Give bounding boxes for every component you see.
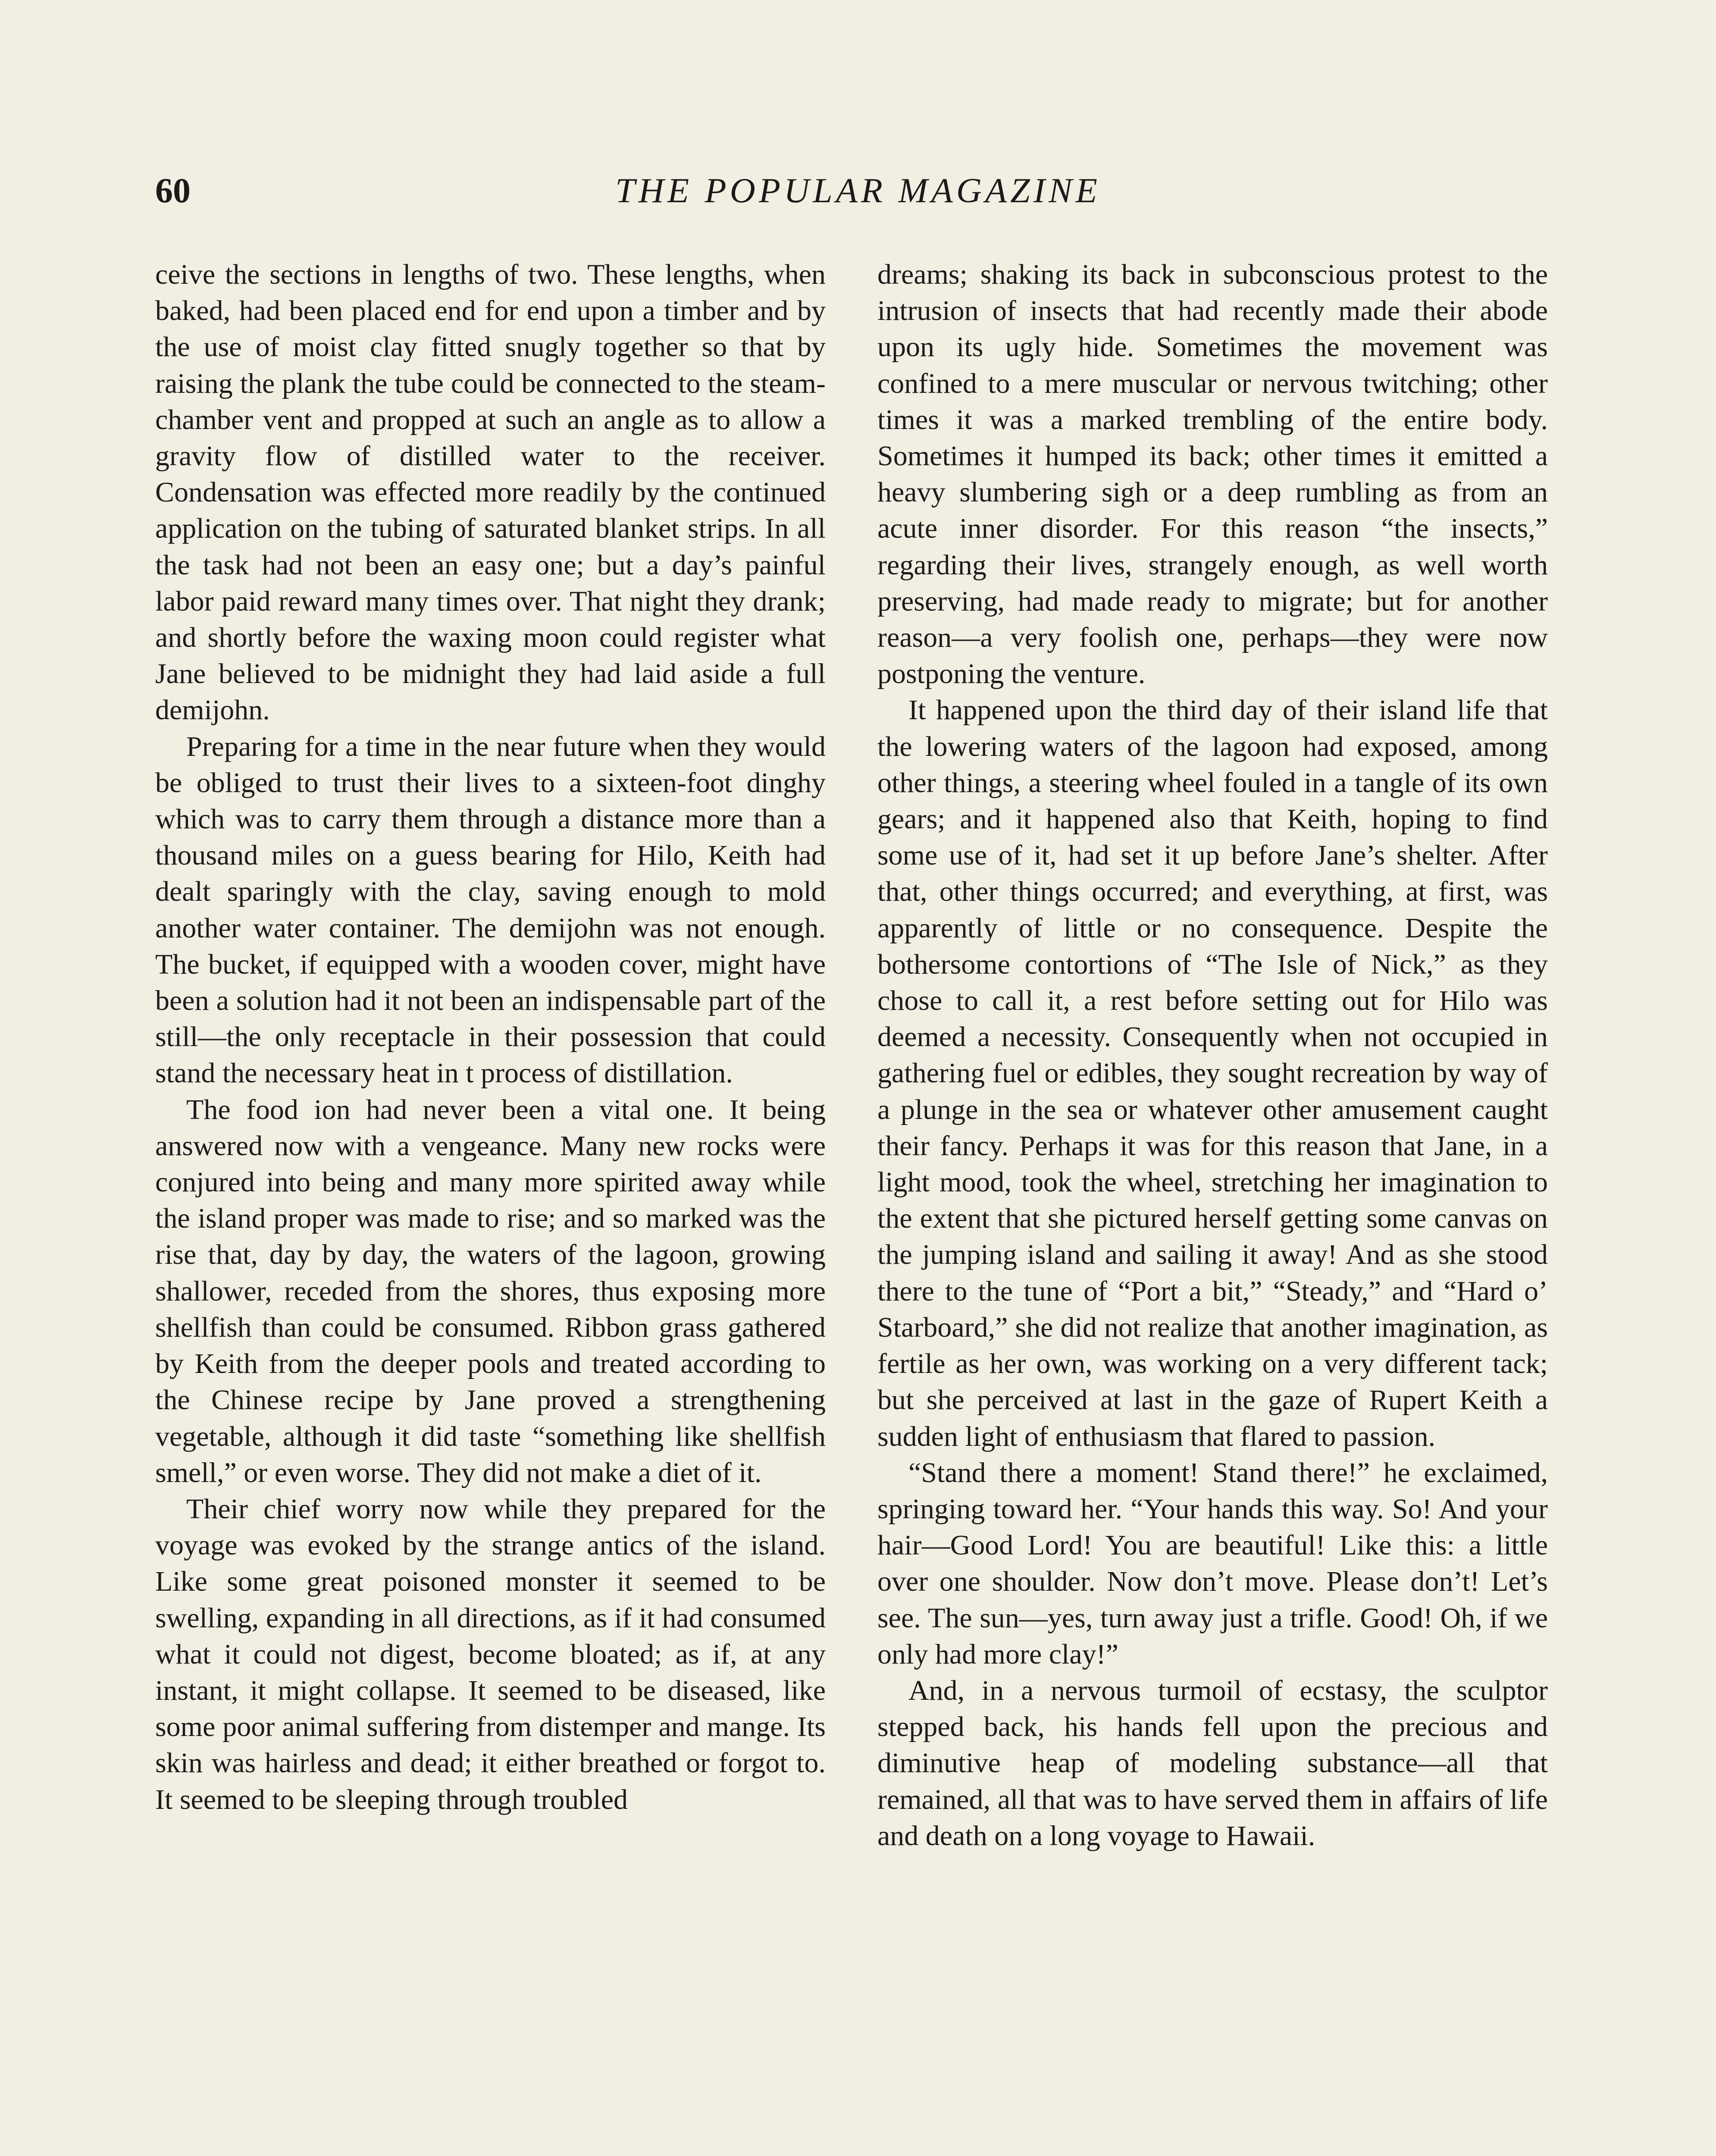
running-head xyxy=(155,170,1561,222)
paragraph: dreams; shaking its back in subconscious protest to the intrusion of insects that had recently made their abode upon its ugly hide. Sometimes the movement was confined to a mere muscular or nervous twitching; other times it was a marked trembling of the entire body. Sometimes it humped its back; other times it emitted a heavy slumbering sigh or a deep rumbling as from an acute inner disorder. For this reason “the insects,” regarding their lives, strangely enough, as well worth preserving, had made ready to migrate; but for another reason—a very foolish one, perhaps—they were now postponing the venture. xyxy=(877,259,1548,690)
paragraph: “Stand there a moment! Stand there!” he exclaimed, springing toward her. “Your hands this way. So! And your hair—Good Lord! You are beautiful! Like this: a little over one shoulder. Now don’t move. Please don’t! Let’s see. The sun—yes, turn away just a trifle. Good! Oh, if we only had more clay!” xyxy=(877,1457,1548,1670)
paragraph: It happened upon the third day of their island life that the lowering waters of the lagoon had exposed, among other things, a steering wheel fouled in a tangle of its own gears; and it happened also that Keith, hoping to find some use of it, had set it up before Jane’s shelter. After that, other things occurred; and everything, at first, was apparently of little or no consequence. Despite the bothersome contortions of “The Isle of Nick,” as they chose to call it, a rest before setting out for Hilo was deemed a necessity. Consequently when not occupied in gathering fuel or edibles, they sought recreation by way of a plunge in the sea or whatever other amusement caught their fancy. Perhaps it was for this reason that Jane, in a light mood, took the wheel, stretching her imagination to the extent that she pictured herself getting some canvas on the jumping island and sailing it away! And as she stood there to the tune of “Port a bit,” “Steady,” and “Hard o’ Starboard,” she did not realize that another imagination, as fertile as her own, was working on a very different tack; but she perceived at last in the gaze of Rupert Keith a sudden light of enthusiasm that flared to passion. xyxy=(877,694,1548,1452)
page-number: 60 xyxy=(155,171,191,210)
paragraph: Their chief worry now while they prepared for the voyage was evoked by the strange antics of the island. Like some great poisoned monster it seemed to be swelling, expanding in all directions, as if it had consumed what it could not digest, become bloated; as if, at any instant, it might collapse. It seemed to be diseased, like some poor animal suffering from distemper and mange. Its skin was hairless and dead; it either breathed or forgot to. It seemed to be sleeping through troubled xyxy=(155,1493,826,1815)
paragraph: The food ion had never been a vital one. It being answered now with a vengeance. Many new rocks were conjured into being and many more spirited away while the island proper was made to rise; and so marked was the rise that, day by day, the waters of the lagoon, growing shallower, receded from the shores, thus exposing more shellfish than could be consumed. Ribbon grass gathered by Keith from the deeper pools and treated according to the Chinese recipe by Jane proved a strengthening vegetable, although it did taste “something like shellfish smell,” or even worse. They did not make a diet of it. xyxy=(155,1094,826,1489)
magazine-title: THE POPULAR MAGAZINE xyxy=(615,171,1101,210)
right-column xyxy=(877,257,1548,1854)
paragraph: And, in a nervous turmoil of ecstasy, the sculptor stepped back, his hands fell upon the precious and diminutive heap of modeling substance—all that remained, all that was to have served them in affairs of life and death on a long voyage to Hawaii. xyxy=(877,1674,1548,1852)
paragraph: Preparing for a time in the near future when they would be obliged to trust their lives to a sixteen-foot dinghy which was to carry them through a distance more than a thousand miles on a guess bearing for Hilo, Keith had dealt sparingly with the clay, saving enough to mold another water container. The demijohn was not enough. The bucket, if equipped with a wooden cover, might have been a solution had it not been an indispensable part of the still—the only receptacle in their possession that could stand the necessary heat in t process of distillation. xyxy=(155,730,826,1089)
paragraph: ceive the sections in lengths of two. These lengths, when baked, had been placed end for end upon a timber and by the use of moist clay fitted snugly together so that by raising the plank the tube could be connected to the steam-chamber vent and propped at such an angle as to allow a gravity flow of distilled water to the receiver. Condensation was effected more readily by the continued application on the tubing of saturated blanket strips. In all the task had not been an easy one; but a day’s painful labor paid reward many times over. That night they drank; and shortly before the waxing moon could register what Jane believed to be midnight they had laid aside a full demijohn. xyxy=(155,259,826,726)
left-column xyxy=(155,257,826,1818)
